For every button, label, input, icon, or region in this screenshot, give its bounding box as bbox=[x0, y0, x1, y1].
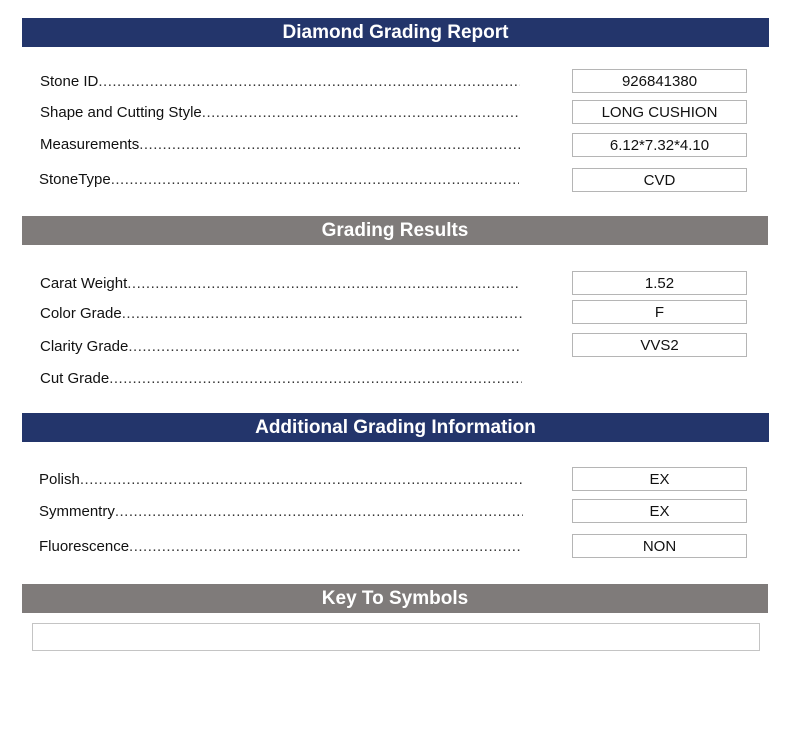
stone-type-label: StoneType ..... bbox=[39, 170, 519, 190]
stone-type-value: CVD bbox=[572, 168, 747, 192]
stone-id-value: 926841380 bbox=[572, 69, 747, 93]
measurements-label: Measurements ..... bbox=[40, 135, 520, 155]
key-to-symbols-title: Key To Symbols bbox=[321, 587, 469, 609]
clarity-grade-label: Clarity Grade ..... bbox=[40, 337, 520, 357]
shape-label: Shape and Cutting Style ..... bbox=[40, 103, 520, 123]
color-grade-value: F bbox=[572, 300, 747, 324]
clarity-grade-value: VVS2 bbox=[572, 333, 747, 357]
cut-grade-label: Cut Grade ..... bbox=[40, 369, 522, 389]
additional-info-title: Additional Grading Information bbox=[255, 416, 536, 438]
color-grade-label: Color Grade ..... bbox=[40, 304, 522, 324]
grading-results-title: Grading Results bbox=[321, 219, 469, 241]
additional-info-bar bbox=[22, 413, 769, 442]
shape-value: LONG CUSHION bbox=[572, 100, 747, 124]
carat-weight-label: Carat Weight ..... bbox=[40, 274, 520, 294]
polish-label: Polish ..... bbox=[39, 470, 522, 490]
key-to-symbols-bar bbox=[22, 584, 768, 613]
fluorescence-value: NON bbox=[572, 534, 747, 558]
grading-results-bar bbox=[22, 216, 768, 245]
stone-id-label: Stone ID ..... bbox=[40, 72, 520, 92]
report-title-bar bbox=[22, 18, 769, 47]
measurements-value: 6.12*7.32*4.10 bbox=[572, 133, 747, 157]
report-title: Diamond Grading Report bbox=[282, 21, 509, 43]
fluorescence-label: Fluorescence ..... bbox=[39, 537, 521, 557]
carat-weight-value: 1.52 bbox=[572, 271, 747, 295]
symmetry-label: Symmentry ..... bbox=[39, 502, 523, 522]
key-to-symbols-box bbox=[32, 623, 760, 651]
symmetry-value: EX bbox=[572, 499, 747, 523]
polish-value: EX bbox=[572, 467, 747, 491]
